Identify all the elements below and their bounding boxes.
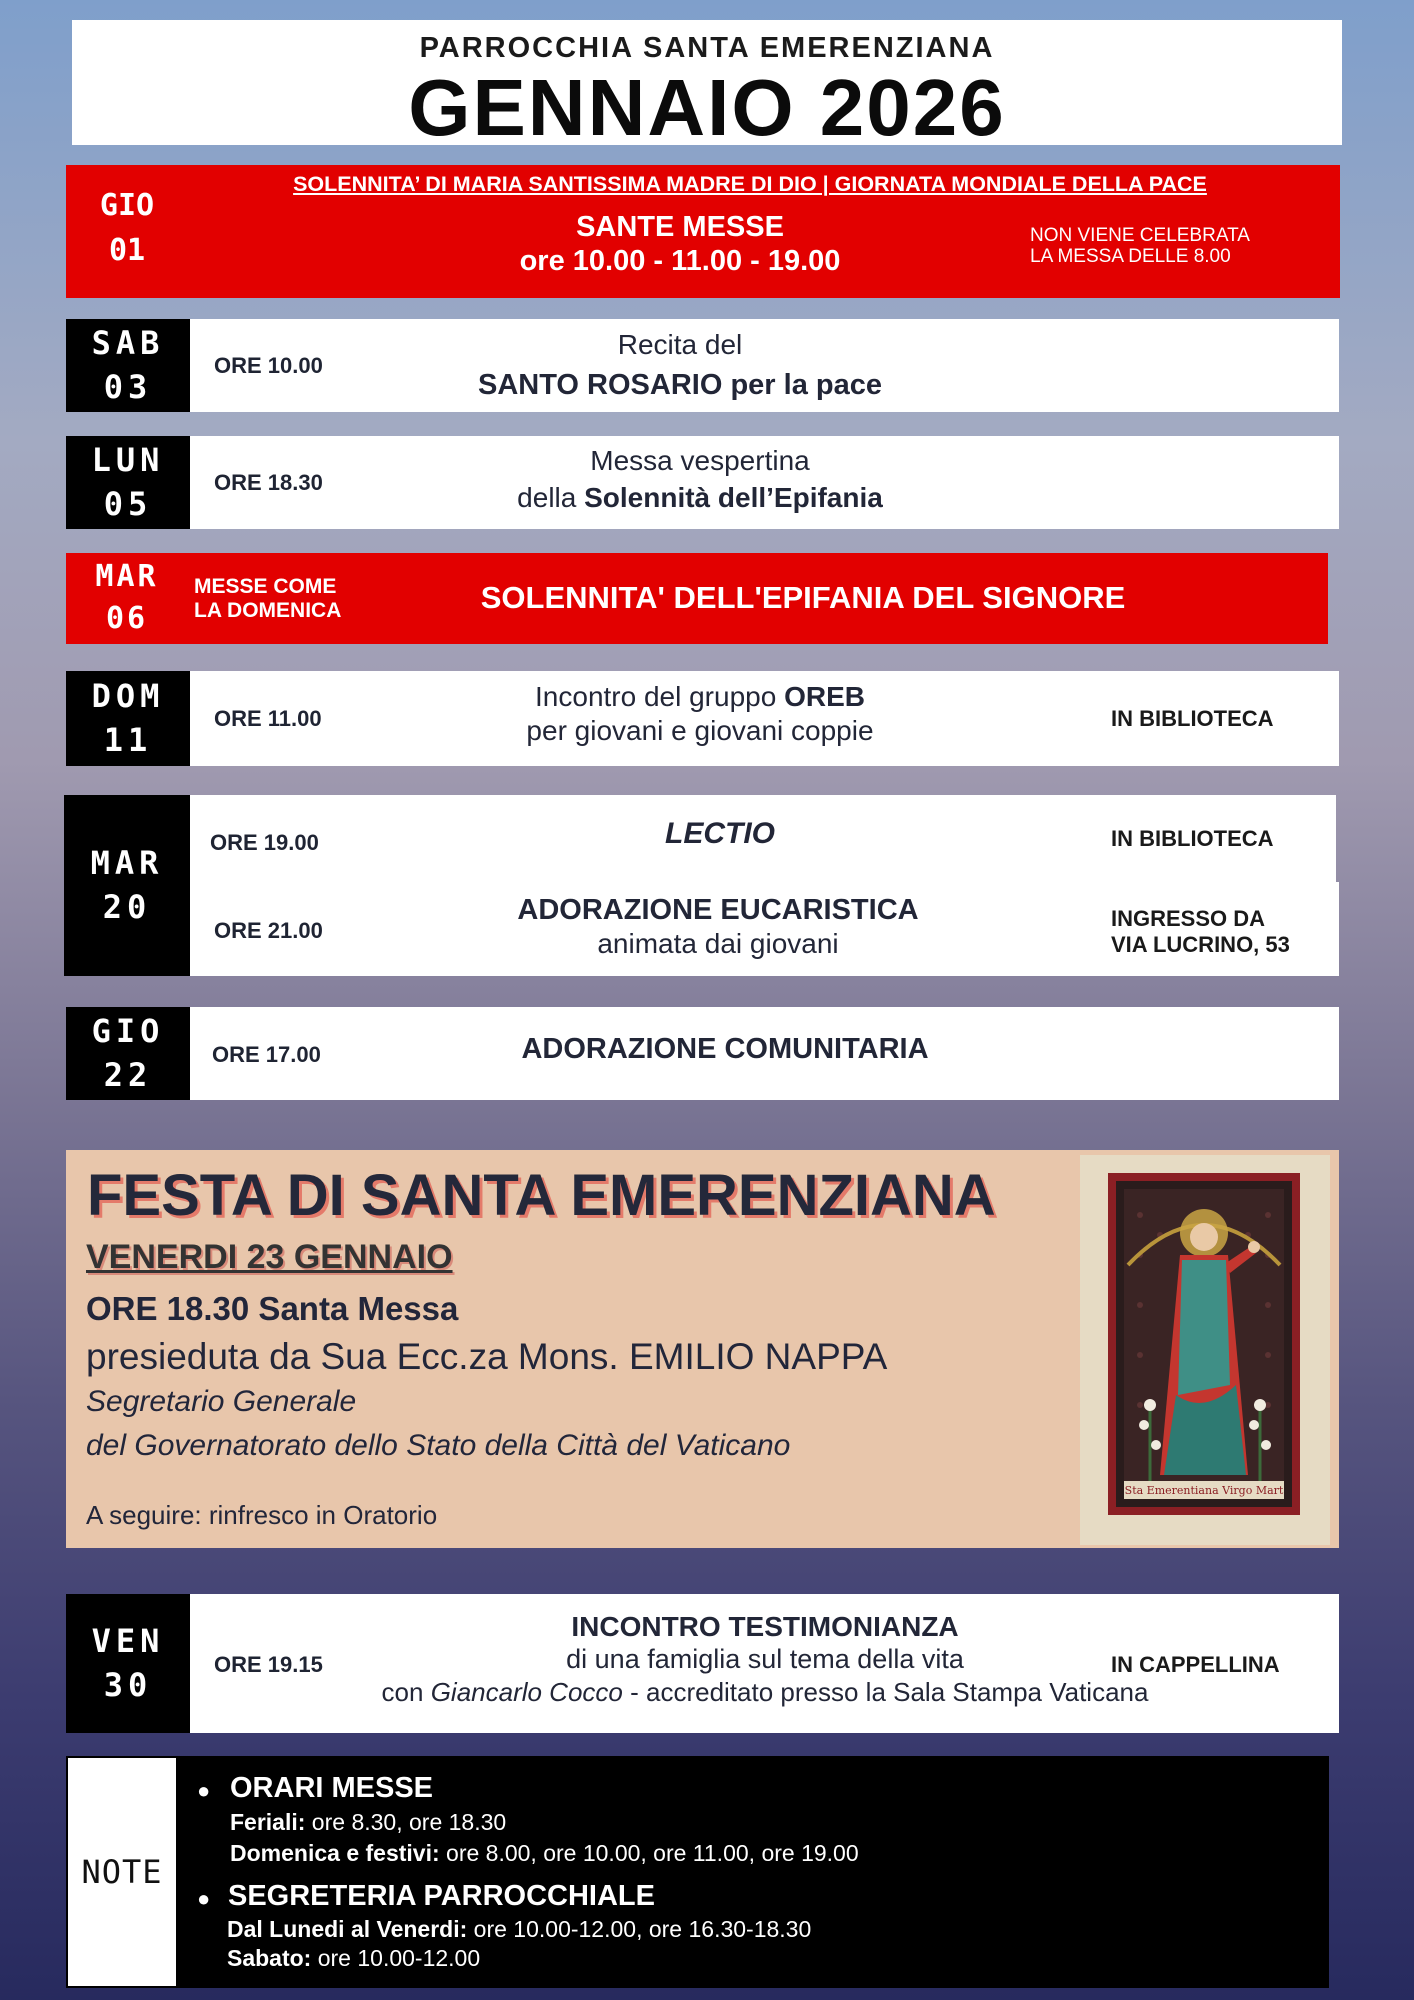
event-main-line1: SANTE MESSE xyxy=(576,211,784,243)
date-box-30 xyxy=(66,1594,190,1733)
event-main: LECTIO xyxy=(665,817,775,850)
festa-presider: presieduta da Sua Ecc.za Mons. EMILIO NAPPA xyxy=(86,1336,888,1377)
event-time: ORE 11.00 xyxy=(214,706,322,731)
office-saturday-line xyxy=(227,1945,480,1972)
event-main xyxy=(470,210,890,278)
event-line1: ADORAZIONE EUCARISTICA xyxy=(517,894,919,926)
event-location: IN BIBLIOTECA xyxy=(1111,826,1274,851)
event-time: ORE 18.30 xyxy=(214,470,323,495)
event-text xyxy=(380,325,980,405)
event-line3-suffix: - accreditato presso la Sala Stampa Vaticana xyxy=(622,1677,1149,1707)
day-name: VEN xyxy=(91,1622,165,1661)
day-name: LUN xyxy=(91,441,165,480)
event-note xyxy=(1030,225,1310,267)
day-number: 05 xyxy=(103,484,153,523)
saint-illustration xyxy=(1080,1155,1330,1545)
event-line2: di una famiglia sul tema della vita xyxy=(566,1644,964,1674)
day-number: 22 xyxy=(103,1055,153,1094)
event-line1-bold: OREB xyxy=(784,681,865,712)
event-time: ORE 19.00 xyxy=(210,830,319,855)
parish-name: PARROCCHIA SANTA EMERENZIANA xyxy=(419,32,995,64)
event-line1: Messa vespertina xyxy=(590,445,810,476)
festa-role-line2: del Governatorato dello Stato della Città del Vaticano xyxy=(86,1429,791,1462)
festa-time: ORE 18.30 Santa Messa xyxy=(86,1290,459,1327)
event-line2: SANTO ROSARIO per la pace xyxy=(478,369,882,401)
event-main: SOLENNITA' DELL'EPIFANIA DEL SIGNORE xyxy=(480,580,1126,615)
day-number: 06 xyxy=(105,601,149,636)
office-heading: SEGRETERIA PARROCCHIALE xyxy=(228,1880,655,1912)
date-label-06 xyxy=(82,556,172,640)
festa-role-line1: Segretario Generale xyxy=(86,1385,357,1418)
page-title: GENNAIO 2026 xyxy=(408,63,1006,152)
mass-holiday-label: Domenica e festivi: xyxy=(230,1840,440,1866)
day-name: DOM xyxy=(91,677,165,716)
day-name: MAR xyxy=(90,844,164,883)
office-saturday-value: ore 10.00-12.00 xyxy=(311,1945,481,1971)
office-weekday-line xyxy=(227,1916,811,1943)
notes-label: NOTE xyxy=(68,1758,176,1986)
event-line3-italic: Giancarlo Cocco xyxy=(430,1677,623,1707)
day-number: 03 xyxy=(103,367,153,406)
mass-times-heading: ORARI MESSE xyxy=(230,1772,434,1804)
event-line2-prefix: della xyxy=(517,482,585,513)
date-box-03 xyxy=(66,319,190,412)
mass-weekday-label: Feriali: xyxy=(230,1809,306,1835)
day-number: 30 xyxy=(103,1665,153,1704)
day-name: SAB xyxy=(91,324,165,363)
mass-weekday-value: ore 8.30, ore 18.30 xyxy=(305,1809,507,1835)
day-number: 11 xyxy=(103,720,153,759)
saint-image xyxy=(1080,1155,1330,1545)
event-line2-bold: Solennità dell’Epifania xyxy=(584,482,883,513)
event-location: IN BIBLIOTECA xyxy=(1111,706,1274,731)
day-name: GIO xyxy=(99,188,155,223)
mass-holiday-line xyxy=(230,1840,859,1867)
day-name: GIO xyxy=(91,1012,165,1051)
event-left-note xyxy=(194,575,341,623)
festa-afterward: A seguire: rinfresco in Oratorio xyxy=(86,1500,438,1530)
event-location: IN CAPPELLINA xyxy=(1111,1652,1280,1677)
bullet-icon: ● xyxy=(197,1886,211,1911)
event-text xyxy=(400,442,1000,516)
header xyxy=(72,20,1342,152)
event-line3-prefix: con xyxy=(381,1677,431,1707)
event-line1: Recita del xyxy=(617,329,743,360)
event-left-line1: MESSE COME xyxy=(194,575,337,598)
event-location xyxy=(1111,906,1290,958)
date-box-20 xyxy=(64,795,190,976)
saint-caption: Sta Emerentiana Virgo Mart xyxy=(1124,1484,1284,1497)
office-weekday-label: Dal Lunedi al Venerdi: xyxy=(227,1916,468,1942)
date-box-22 xyxy=(66,1007,190,1100)
event-time: ORE 10.00 xyxy=(214,353,323,378)
event-text xyxy=(418,893,1018,961)
date-box-11 xyxy=(66,671,190,766)
event-note-line2: LA MESSA DELLE 8.00 xyxy=(1030,246,1231,267)
event-main: ADORAZIONE COMUNITARIA xyxy=(521,1033,929,1065)
date-label-01 xyxy=(82,183,172,273)
event-location-line2: VIA LUCRINO, 53 xyxy=(1111,932,1290,957)
event-line2: animata dai giovani xyxy=(597,928,839,959)
office-weekday-value: ore 10.00-12.00, ore 16.30-18.30 xyxy=(467,1916,812,1942)
event-time: ORE 17.00 xyxy=(212,1042,321,1067)
festa-title: FESTA DI SANTA EMERENZIANA xyxy=(87,1163,996,1228)
day-number: 01 xyxy=(108,233,146,268)
festa-date: VENERDI 23 GENNAIO xyxy=(86,1238,453,1276)
date-box-05 xyxy=(66,436,190,529)
day-number: 20 xyxy=(102,887,152,926)
event-left-line2: LA DOMENICA xyxy=(194,599,342,622)
event-main-line2: ore 10.00 - 11.00 - 19.00 xyxy=(519,245,841,277)
event-time: ORE 19.15 xyxy=(214,1652,323,1677)
event-note-line1: NON VIENE CELEBRATA xyxy=(1030,225,1250,246)
event-title: SOLENNITA’ DI MARIA SANTISSIMA MADRE DI DIO | GIORNATA MONDIALE DELLA PACE xyxy=(293,172,1207,196)
office-saturday-label: Sabato: xyxy=(227,1945,312,1971)
event-line1: INCONTRO TESTIMONIANZA xyxy=(571,1611,959,1642)
event-line2: per giovani e giovani coppie xyxy=(526,715,874,746)
day-name: MAR xyxy=(95,559,159,594)
event-text xyxy=(400,680,1000,748)
event-location-line1: INGRESSO DA xyxy=(1111,906,1266,931)
event-line1-prefix: Incontro del gruppo xyxy=(535,681,785,712)
bullet-icon: ● xyxy=(197,1778,211,1803)
event-time: ORE 21.00 xyxy=(214,918,323,943)
mass-holiday-value: ore 8.00, ore 10.00, ore 11.00, ore 19.00 xyxy=(439,1840,859,1866)
mass-weekday-line xyxy=(230,1809,506,1836)
